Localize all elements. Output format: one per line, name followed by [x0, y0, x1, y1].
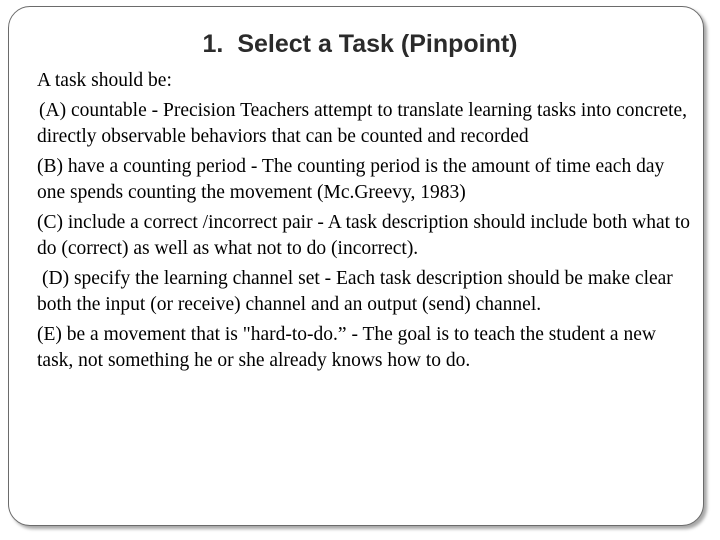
- list-item-a: (A) countable - Precision Teachers attempt to translate learning tasks into concrete, directly observable behaviors that can be counted and recorded: [37, 99, 688, 147]
- list-item-b: (B) have a counting period - The counting period is the amount of time each day one spends counting the movement (Mc.Greevy, 1983): [37, 155, 665, 203]
- slide-title: [0, 30, 720, 59]
- list-item-c: (C) include a correct /incorrect pair - A task description should include both what to do (correct) as well as what not to do (incorrect).: [37, 211, 691, 259]
- list-item-d: (D) specify the learning channel set - Each task description should be make clear both the input (or receive) channel and an output (send) channel.: [37, 267, 673, 315]
- slide-body: [37, 68, 697, 378]
- intro-text: A task should be:: [37, 70, 172, 91]
- list-item-e: (E) be a movement that is "hard-to-do.” - The goal is to teach the student a new task, not something he or she already knows how to do.: [37, 323, 656, 371]
- title-number: 1.: [202, 30, 224, 58]
- title-text: Select a Task (Pinpoint): [237, 30, 518, 58]
